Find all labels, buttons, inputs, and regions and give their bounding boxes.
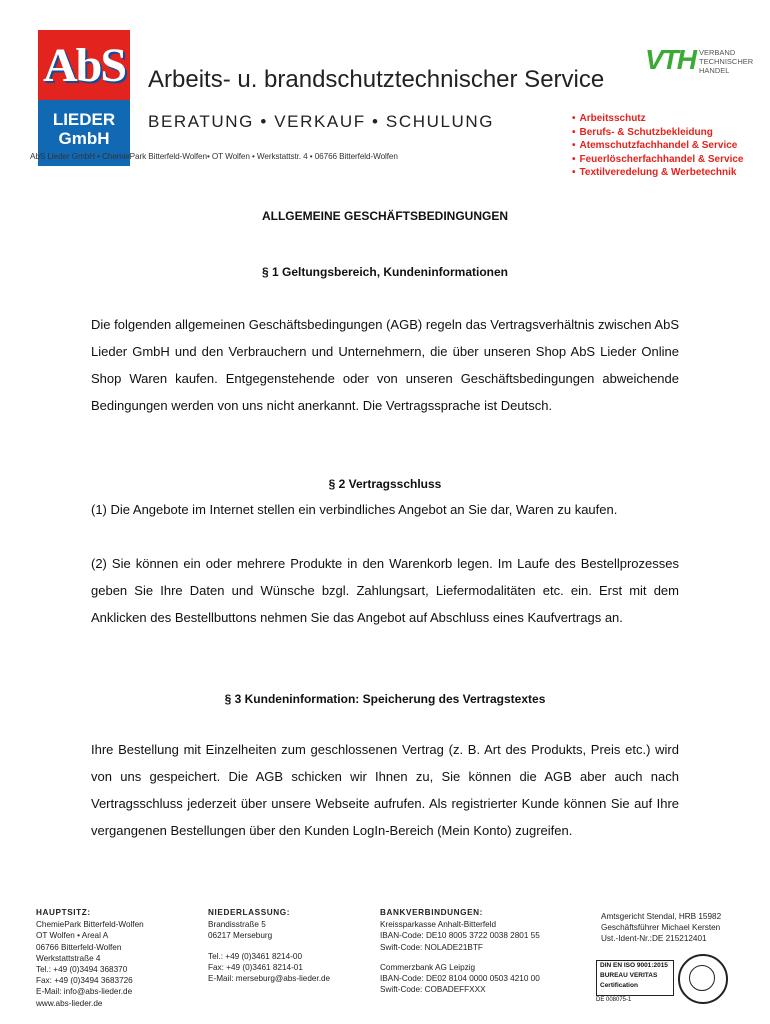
footer-branch-email: E-Mail: merseburg@abs-lieder.de [208, 974, 331, 984]
bureau-veritas-seal-icon [678, 954, 728, 1004]
footer-branch-contact: Fax: +49 (0)3461 8214-01 [208, 962, 303, 972]
vth-line: VERBAND [699, 48, 736, 57]
footer-bank2-line: Swift-Code: COBADEFFXXX [380, 985, 486, 995]
vth-line: TECHNISCHER [699, 57, 754, 66]
service-item: • Textilveredelung & Werbetechnik [572, 166, 743, 180]
certification-badge [596, 954, 736, 1006]
footer-hq-website: www.abs-lieder.de [36, 998, 103, 1008]
footer-branch-line: 06217 Merseburg [208, 931, 273, 941]
footer-bank-heading: BANKVERBINDUNGEN: [380, 908, 483, 917]
address-line: AbS Lieder GmbH • ChemiePark Bitterfeld-Wolfen• OT Wolfen • Werkstattstr. 4 • 06766 Bitterfeld-Wolfen [30, 152, 398, 161]
section-1-text: Die folgenden allgemeinen Geschäftsbedingungen (AGB) regeln das Vertragsverhältnis zwischen AbS Lieder GmbH und den Verbrauchern und Unternehmern, die über unseren Shop AbS Lieder Online Shop Waren kaufen. Entgegenstehende oder von unseren Geschäftsbedingungen abweichende Bedingungen werden von uns nicht anerkannt. Die Vertragssprache ist Deutsch. [91, 317, 679, 413]
cert-line: Certification [600, 982, 638, 989]
service-item: • Feuerlöscherfachhandel & Service [572, 153, 743, 167]
company-services: BERATUNG • VERKAUF • SCHULUNG [148, 112, 495, 131]
section-2-paragraph-1: (1) Die Angebote im Internet stellen ein verbindliches Angebot an Sie dar, Waren zu kaufen. [91, 502, 618, 517]
section-1-heading: § 1 Geltungsbereich, Kundeninformationen [261, 265, 509, 279]
footer-legal-line: Ust.-Ident-Nr.:DE 215212401 [601, 934, 707, 944]
service-item: • Arbeitsschutz [572, 112, 743, 126]
section-2-heading: § 2 Vertragsschluss [328, 477, 442, 491]
vth-mark: VTH [645, 44, 695, 75]
footer-headquarters [36, 907, 144, 1009]
footer-hq-heading: HAUPTSITZ: [36, 908, 91, 917]
vth-logo [645, 44, 755, 80]
footer-hq-line: OT Wolfen • Areal A [36, 931, 109, 941]
footer-bank2-line: IBAN-Code: DE02 8104 0000 0503 4210 00 [380, 974, 540, 984]
cert-line: DIN EN ISO 9001:2015 [600, 962, 668, 969]
logo-text: AbS [42, 38, 126, 92]
company-title: Arbeits- u. brandschutztechnischer Service [148, 66, 605, 93]
section-3-text: Ihre Bestellung mit Einzelheiten zum geschlossenen Vertrag (z. B. Art des Produkts, Preis etc.) wird von uns gespeichert. Die AGB schicken wir Ihnen zu, Sie können die AGB aber auch nach Vertragsschluss jederzeit über unsere Webseite aufrufen. Als registrierter Kunde können Sie auf Ihre vergangenen Bestellungen über den Kunden LogIn-Bereich (Mein Konto) zugreifen. [91, 742, 679, 838]
footer-legal-line: Amtsgericht Stendal, HRB 15982 [601, 912, 722, 921]
section-2-paragraph-2: (2) Sie können ein oder mehrere Produkte in den Warenkorb legen. Im Laufe des Bestellprozesses geben Sie Ihre Daten und Wünsche bzgl. Zahlungsart, Liefermodalitäten etc. ein. Erst mit dem Anklicken des Bestellbuttons nehmen Sie das Angebot auf Abschluss eines Kaufvertrags an. [91, 556, 679, 625]
footer-hq-email: E-Mail: info@abs-lieder.de [36, 987, 133, 997]
footer-legal-line: Geschäftsführer Michael Kersten [601, 923, 721, 933]
footer-legal [601, 911, 721, 945]
footer-branch-line: Brandisstraße 5 [208, 920, 266, 930]
vth-line: HANDEL [699, 66, 730, 75]
footer-branch-heading: NIEDERLASSUNG: [208, 908, 291, 917]
footer-branch-contact: Tel.: +49 (0)3461 8214-00 [208, 951, 302, 961]
footer-hq-line: Werkstattstraße 4 [36, 953, 101, 963]
footer-branch [208, 907, 330, 984]
footer-bank1-line: IBAN-Code: DE10 8005 3722 0038 2801 55 [380, 931, 540, 941]
footer-hq-line: Fax: +49 (0)3494 3683726 [36, 976, 133, 986]
cert-line: BUREAU VERITAS [600, 972, 658, 979]
document-title: ALLGEMEINE GESCHÄFTSBEDINGUNGEN [261, 209, 508, 223]
service-item: • Berufs- & Schutzbekleidung [572, 126, 743, 140]
footer-bank2-line: Commerzbank AG Leipzig [380, 962, 476, 972]
abs-lieder-logo [38, 30, 130, 148]
logo-line-1: LIEDER [52, 110, 116, 129]
service-item: • Atemschutzfachhandel & Service [572, 139, 743, 153]
section-3-heading: § 3 Kundeninformation: Speicherung des Vertragstextes [224, 692, 546, 706]
footer-hq-line: 06766 Bitterfeld-Wolfen [36, 942, 122, 952]
logo-line-2: GmbH [58, 129, 110, 148]
footer-hq-line: ChemiePark Bitterfeld-Wolfen [36, 920, 144, 930]
footer-bank1-line: Kreissparkasse Anhalt-Bitterfeld [380, 920, 497, 930]
footer-bank [380, 907, 540, 995]
footer-bank1-line: Swift-Code: NOLADE21BTF [380, 942, 483, 952]
footer-hq-line: Tel.: +49 (0)3494 368370 [36, 965, 128, 975]
service-list [572, 112, 743, 180]
cert-number: DE 008075-1 [596, 997, 632, 1003]
